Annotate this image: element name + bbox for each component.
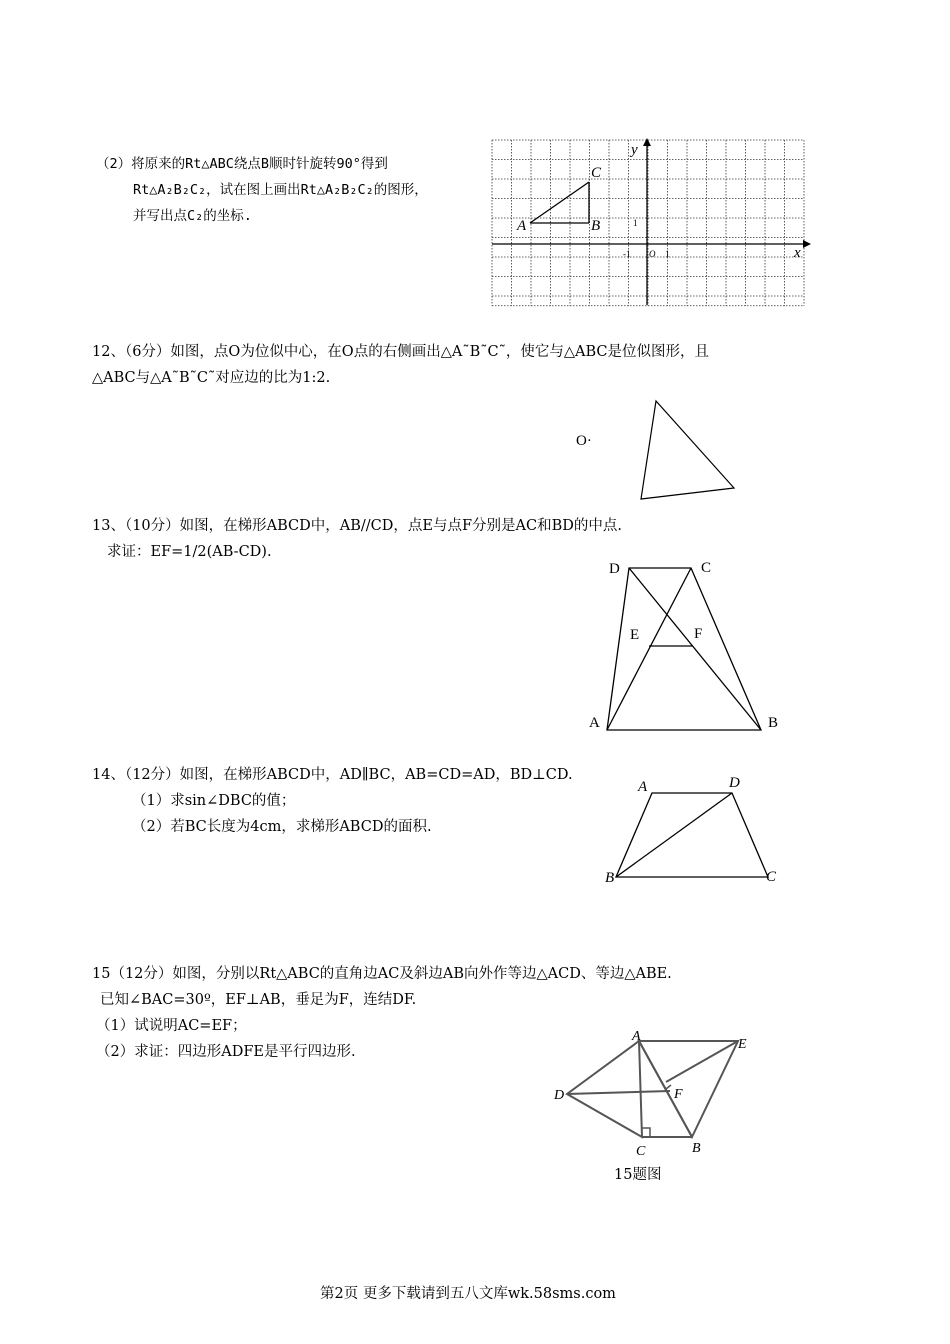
label-d-q15: D (554, 1088, 565, 1103)
origin-label: O (649, 249, 656, 259)
point-label-c: C (591, 165, 602, 181)
x-axis-label: x (794, 245, 801, 261)
label-d-q14: D (729, 775, 740, 791)
q12-line2: △ABC与△A˜B˜C˜对应边的比为1:2. (92, 370, 331, 386)
q11-part2-line2: Rt△A₂B₂C₂，试在图上画出Rt△A₂B₂C₂的图形， (133, 182, 428, 198)
y-axis-label: y (631, 142, 638, 158)
triangle-acd (567, 1041, 642, 1137)
tick-label-y1: 1 (633, 218, 638, 228)
label-e-q15: E (738, 1037, 747, 1052)
page-footer: 第2页 更多下载请到五八文库wk.58sms.com (320, 1286, 616, 1302)
trapezoid-abcd-figure (585, 555, 790, 740)
center-point-o-label: O· (576, 433, 592, 449)
homothety-figure (570, 395, 750, 505)
label-a-q15: A (632, 1029, 641, 1044)
q13-line2: 求证：EF=1/2(AB-CD). (107, 544, 272, 560)
point-label-a: A (517, 218, 527, 234)
right-angle-mark-c (642, 1128, 650, 1137)
triangle-abc (641, 401, 734, 499)
q14-line2: （1）求sin∠DBC的值； (132, 793, 296, 809)
label-c: C (701, 560, 712, 576)
q11-part2-line1: （2）将原来的Rt△ABC绕点B顺时针旋转90°得到 (96, 156, 388, 172)
q15-line3: （1）试说明AC=EF； (96, 1018, 247, 1034)
trapezoid-outline (607, 568, 761, 730)
tick-label-neg1: -1 (623, 249, 631, 259)
label-b-q14: B (605, 870, 615, 886)
q13-line1: 13、（10分）如图，在梯形ABCD中，AB//CD，点E与点F分别是AC和BD的中点. (92, 518, 622, 534)
label-d: D (609, 561, 620, 577)
triangle-side-ac (530, 182, 589, 223)
q11-part2-line3: 并写出点C₂的坐标. (133, 208, 252, 224)
label-b-q15: B (692, 1141, 701, 1156)
tick-label-x1: 1 (665, 249, 670, 259)
trapezoid-outline-q14 (616, 793, 768, 877)
q15-line2: 已知∠BAC=30º，EF⊥AB，垂足为F，连结DF. (100, 992, 417, 1008)
figure-15-caption: 15题图 (614, 1167, 662, 1183)
label-c-q15: C (636, 1144, 646, 1159)
y-axis-arrow (643, 138, 651, 146)
q12-line1: 12、（6分）如图，点O为位似中心，在O点的右侧画出△A˜B˜C˜，使它与△ABC是位似图形，且 (92, 344, 709, 360)
segment-df (567, 1091, 670, 1094)
figure-15 (550, 1022, 765, 1162)
label-b: B (768, 715, 779, 731)
label-a-q14: A (638, 779, 648, 795)
label-c-q14: C (766, 869, 777, 885)
q14-line1: 14、（12分）如图，在梯形ABCD中，AD∥BC，AB=CD=AD，BD⊥CD. (92, 767, 573, 783)
q14-line3: （2）若BC长度为4cm，求梯形ABCD的面积. (132, 819, 432, 835)
label-f: F (694, 626, 703, 642)
point-label-b: B (591, 218, 601, 234)
label-a: A (589, 715, 600, 731)
trapezoid-abcd-figure-q14 (595, 767, 790, 892)
q15-line1: 15（12分）如图，分别以Rt△ABC的直角边AC及斜边AB向外作等边△ACD、等边△ABE. (92, 966, 672, 982)
label-f-q15: F (674, 1087, 683, 1102)
q15-line4: （2）求证：四边形ADFE是平行四边形. (96, 1044, 356, 1060)
x-axis-arrow (803, 240, 811, 248)
coordinate-grid-figure (485, 132, 815, 312)
label-e: E (630, 627, 640, 643)
triangle-abe (639, 1041, 738, 1137)
